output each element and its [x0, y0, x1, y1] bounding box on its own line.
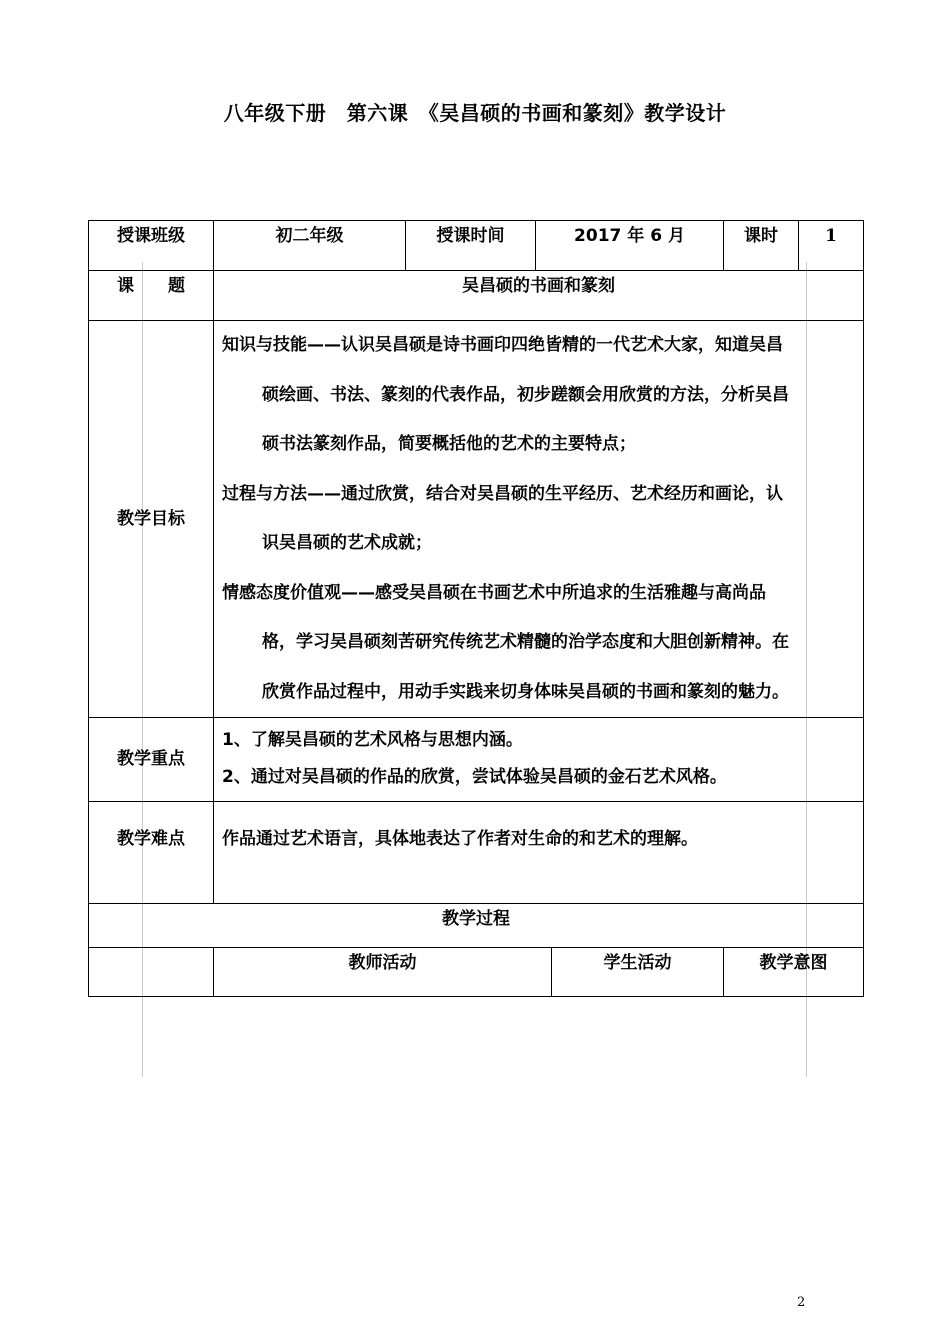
process-title: 教学过程 [89, 904, 864, 948]
goal-line: 知识与技能——认识吴昌硕是诗书画印四绝皆精的一代艺术大家，知道吴昌 [222, 335, 783, 355]
key-points-label: 教学重点 [89, 718, 214, 802]
goals-label: 教学目标 [89, 321, 214, 718]
page-number: 2 [797, 1295, 806, 1310]
difficulties-text: 作品通过艺术语言，具体地表达了作者对生命的和艺术的理解。 [214, 802, 864, 904]
goal-line: 硕书法篆刻作品，简要概括他的艺术的主要特点； [262, 434, 636, 454]
class-label: 授课班级 [89, 221, 214, 271]
difficulties-row [89, 802, 864, 904]
goal-line: 识吴昌硕的艺术成就； [262, 533, 432, 553]
key-point-item: 2、通过对吴昌硕的作品的欣赏，尝试体验吴昌硕的金石艺术风格。 [222, 767, 727, 787]
goal-line: 欣赏作品过程中，用动手实践来切身体味吴昌硕的书画和篆刻的魅力。 [262, 681, 789, 702]
topic-label: 课 题 [89, 271, 214, 321]
goals-content [214, 321, 864, 718]
process-blank-cell [89, 948, 214, 997]
difficulties-label: 教学难点 [89, 802, 214, 904]
goal-line: 格，学习吴昌硕刻苦研究传统艺术精髓的治学态度和大胆创新精神。在 [262, 632, 789, 652]
period-label: 课时 [724, 221, 799, 271]
student-activity-header: 学生活动 [552, 948, 724, 997]
goal-line: 硕绘画、书法、篆刻的代表作品，初步蹉额会用欣赏的方法，分析吴昌 [262, 384, 789, 405]
topic-row [89, 271, 864, 321]
page-title: 八年级下册 第六课 《吴昌硕的书画和篆刻》教学设计 [223, 101, 727, 125]
key-points-content [214, 718, 864, 802]
lesson-plan-table [88, 220, 864, 997]
class-value: 初二年级 [214, 221, 406, 271]
key-points-row [89, 718, 864, 802]
process-header-row [89, 948, 864, 997]
intent-header: 教学意图 [724, 948, 864, 997]
teacher-activity-header: 教师活动 [214, 948, 552, 997]
goal-line: 情感态度价值观——感受吴昌硕在书画艺术中所追求的生活雅趣与高尚品 [222, 582, 766, 603]
goals-text [214, 321, 863, 717]
topic-value: 吴昌硕的书画和篆刻 [214, 271, 864, 321]
goals-row [89, 321, 864, 718]
process-title-row [89, 904, 864, 948]
goal-line: 过程与方法——通过欣赏，结合对吴昌硕的生平经历、艺术经历和画论，认 [222, 483, 783, 504]
header-row [89, 221, 864, 271]
time-value: 2017 年 6 月 [536, 221, 724, 271]
key-point-item: 1、了解吴昌硕的艺术风格与思想内涵。 [222, 730, 523, 750]
period-value: 1 [799, 221, 864, 271]
time-label: 授课时间 [406, 221, 536, 271]
